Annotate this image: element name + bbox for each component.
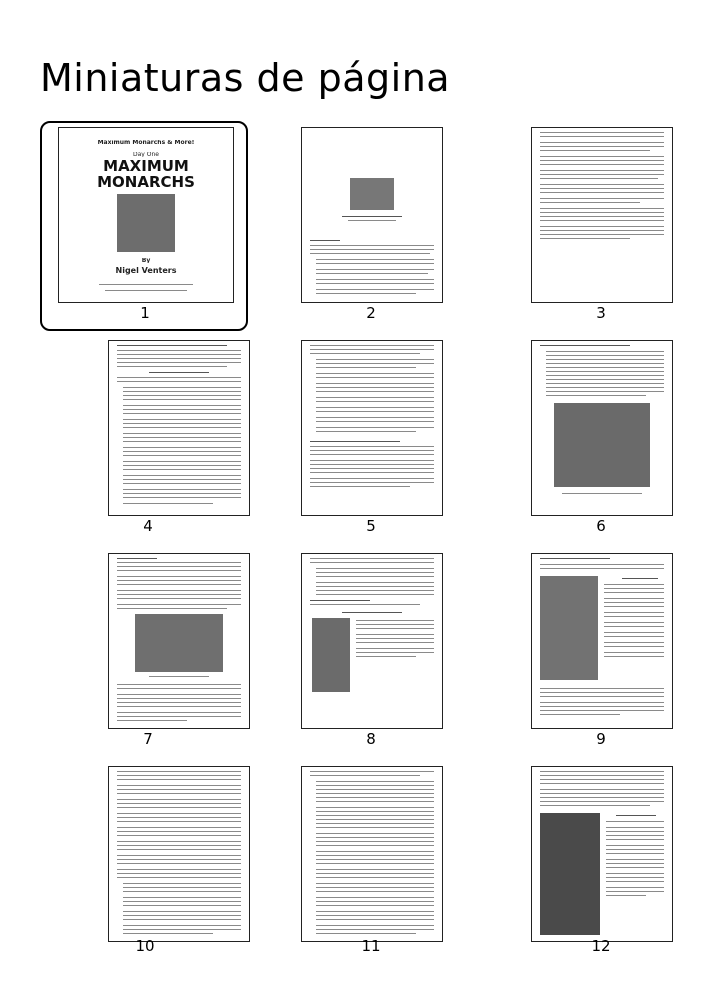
page-thumbnail-11[interactable]	[301, 766, 443, 942]
page-thumbnail-3[interactable]	[531, 127, 673, 303]
cover-title-line-1: MAXIMUM	[103, 157, 189, 175]
page-thumbnail-4[interactable]	[108, 340, 250, 516]
page-thumbnail-1[interactable]	[58, 127, 234, 303]
page-number-10: 10	[135, 937, 155, 955]
page-number-1: 1	[140, 304, 150, 322]
cover-title-line-2: MONARCHS	[97, 173, 195, 191]
cover-photo	[117, 194, 175, 252]
page-thumbnail-2[interactable]	[301, 127, 443, 303]
cover-by: By	[141, 258, 151, 263]
page-number-4: 4	[143, 517, 153, 535]
page-thumbnail-12[interactable]	[531, 766, 673, 942]
page-thumbnail-7[interactable]	[108, 553, 250, 729]
page-number-2: 2	[366, 304, 376, 322]
cover-author: Nigel Venters	[115, 266, 177, 275]
page-thumbnail-10[interactable]	[108, 766, 250, 942]
page-number-3: 3	[596, 304, 606, 322]
page-thumbnail-8[interactable]	[301, 553, 443, 729]
page-number-7: 7	[143, 730, 153, 748]
page-thumbnail-6[interactable]	[531, 340, 673, 516]
cover-heading: Maximum Monarchs & More!	[97, 140, 195, 145]
page-title: Miniaturas de página	[40, 56, 451, 100]
page-number-8: 8	[366, 730, 376, 748]
page-number-11: 11	[361, 937, 381, 955]
page-number-9: 9	[596, 730, 606, 748]
page-number-12: 12	[591, 937, 611, 955]
cover-day: Day One	[133, 152, 159, 157]
page-number-6: 6	[596, 517, 606, 535]
page-number-5: 5	[366, 517, 376, 535]
page-thumbnail-9[interactable]	[531, 553, 673, 729]
page-thumbnail-5[interactable]	[301, 340, 443, 516]
